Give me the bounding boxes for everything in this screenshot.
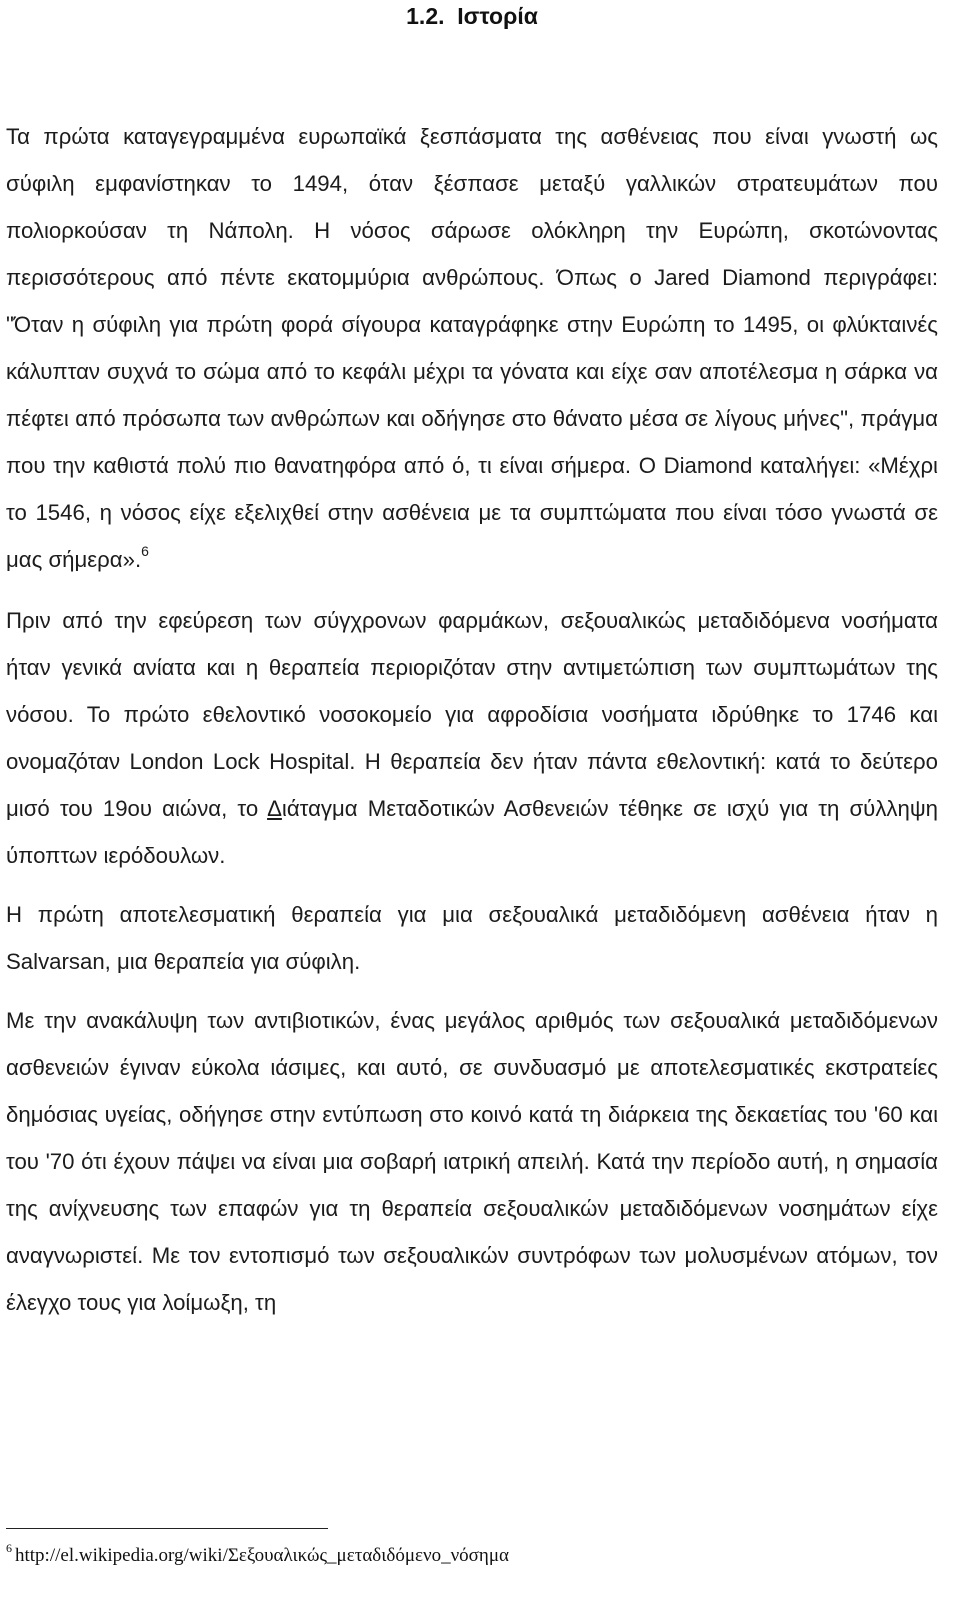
section-number: 1.2. xyxy=(406,3,445,29)
document-page xyxy=(6,0,938,1326)
paragraph-antibiotics xyxy=(6,997,938,1326)
footnote-separator xyxy=(6,1528,328,1529)
paragraph-text: Τα πρώτα καταγεγραμμένα ευρωπαϊκά ξεσπάσματα της ασθένειας που είναι γνωστή ως σύφιλη εμφανίστηκαν το 1494, όταν ξέσπασε μεταξύ γαλλικών στρατευμάτων που πολιορκούσαν τη Νάπολη. Η νόσος σάρωσε ολόκληρη την Ευρώπη, σκοτώνοντας περισσότερους από πέντε εκατομμύρια ανθρώπους. Όπως ο Jared Diamond περιγράφει: "Όταν η σύφιλη για πρώτη φορά σίγουρα καταγράφηκε στην Ευρώπη το 1495, οι φλύκταινές κάλυπταν συχνά το σώμα από το κεφάλι μέχρι τα γόνατα και είχε σαν αποτέλεσμα η σάρκα να πέφτει από πρόσωπα των ανθρώπων και οδήγησε στο θάνατο μέσα σε λίγους μήνες", πράγμα που την καθιστά πολύ πιο θανατηφόρα από ό, τι είναι σήμερα. Ο Diamond καταλήγει: «Μέχρι το 1546, η νόσος είχε εξελιχθεί στην ασθένεια με τα συμπτώματα που είναι τόσο γνωστά σε μας σήμερα». xyxy=(6,124,938,572)
paragraph-history-intro xyxy=(6,113,938,583)
footnote-reference[interactable]: 6 xyxy=(141,542,149,559)
paragraph-text-end: ιάταγμα Μεταδοτικών Ασθενειών τέθηκε σε ισχύ για τη σύλληψη ύποπτων ιερόδουλων. xyxy=(6,796,938,868)
paragraph-treatment-history xyxy=(6,597,938,879)
paragraph-text: Με την ανακάλυψη των αντιβιοτικών, ένας μεγάλος αριθμός των σεξουαλικά μεταδιδόμενων ασθενειών έγιναν εύκολα ιάσιμες, και αυτό, σε συνδυασμό με αποτελεσματικές εκστρατείες δημόσιας υγείας, οδήγησε στην εντύπωση στο κοινό κατά τη διάρκεια της δεκαετίας του '60 και του '70 ότι έχουν πάψει να είναι μια σοβαρή ιατρική απειλή. Κατά την περίοδο αυτή, η σημασία της ανίχνευσης των επαφών για τη θεραπεία σεξουαλικών μεταδιδόμενων νοσημάτων είχε αναγνωριστεί. Με τον εντοπισμό των σεξουαλικών συντρόφων των μολυσμένων ατόμων, τον έλεγχο τους για λοίμωξη, τη xyxy=(6,1008,938,1315)
paragraph-text: Η πρώτη αποτελεσματική θεραπεία για μια σεξουαλικά μεταδιδόμενη ασθένεια ήταν η Salvarsan, μια θεραπεία για σύφιλη. xyxy=(6,902,938,974)
footnote xyxy=(6,1540,509,1568)
section-title: Ιστορία xyxy=(457,3,538,29)
footnote-link[interactable]: http://el.wikipedia.org/wiki/Σεξουαλικώς_μεταδιδόμενο_νόσημα xyxy=(15,1545,509,1566)
paragraph-salvarsan xyxy=(6,891,938,985)
underlined-letter: Δ xyxy=(267,796,282,821)
paragraph-text-start: Πριν από την εφεύρεση των σύγχρονων φαρμάκων, σεξουαλικώς μεταδιδόμενα νοσήματα ήταν γενικά ανίατα και η θεραπεία περιοριζόταν στην αντιμετώπιση των συμπτωμάτων της νόσου. Το πρώτο εθελοντικό νοσοκομείο για αφροδίσια νοσήματα ιδρύθηκε το 1746 και ονομαζόταν London Lock Hospital. Η θεραπεία δεν ήταν πάντα εθελοντική: κατά το δεύτερο μισό του 19ου αιώνα, το xyxy=(6,608,938,821)
footnote-marker: 6 xyxy=(6,1540,12,1555)
section-heading xyxy=(6,0,938,31)
